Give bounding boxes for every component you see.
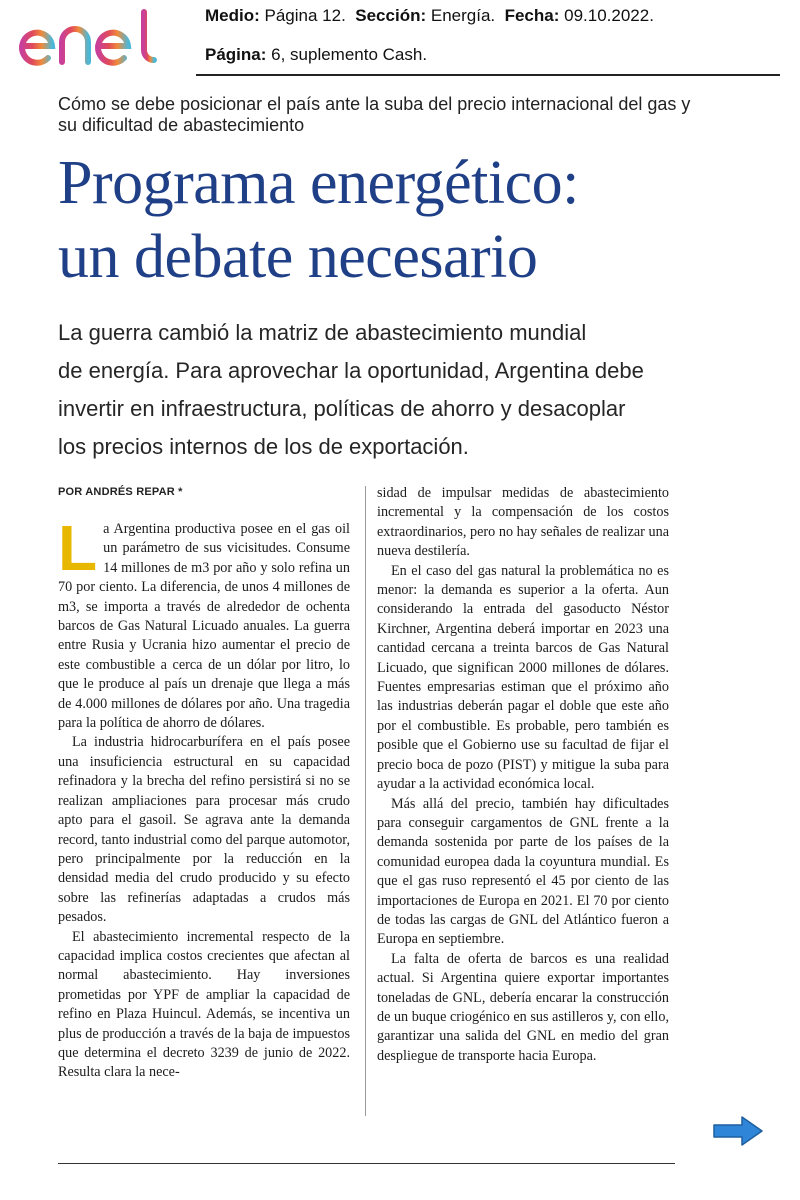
article-byline: POR ANDRÉS REPAR * (58, 486, 183, 498)
paragraph: Más allá del precio, también hay dificultades para conseguir cargamentos de GNL frente a la demanda sostenida por parte de los países de la comunidad europea dada la coyuntura mundial. Es que el gas ruso representó el 45 por ciento de las importaciones de Europa en 2021. El 70 por ciento de todas las cargas de GNL del Atlántico fueron a Europa en septiembre. (377, 795, 669, 948)
enel-logo (14, 6, 174, 70)
paragraph: sidad de impulsar medidas de abastecimiento incremental y la compensación de los costos extraordinarios, pero no hay señales de realizar una nueva destilería. (377, 485, 669, 560)
column-divider (365, 486, 366, 1116)
document-header (0, 0, 800, 80)
fecha-label: Fecha: (504, 6, 560, 25)
medio-value: Página 12. (264, 6, 346, 25)
arrow-right-icon[interactable] (712, 1114, 764, 1148)
meta-line-pagina (205, 45, 427, 65)
paragraph: La industria hidrocarburífera en el país posee una insuficiencia estructural en su capacidad refinadora y la brecha del refino persistirá si no se realizan ampliaciones para procesar más crudo apto para el gasoil. Se agrava ante la demanda record, tanto industrial como del parque automotor, pero principalmente por la reducción en la densidad media del crudo producido y su efecto sobre las refinerías adaptadas a crudos más pesados. (58, 734, 350, 926)
paragraph: El abastecimiento incremental respecto de la capacidad implica costos crecientes que afectan al normal abastecimiento. Hay inversiones prometidas por YPF de ampliar la capacidad de refino en Plaza Huincul. Además, se incentiva un plus de producción a través de la baja de impuestos que determina el decreto 3239 de junio de 2022. Resulta clara la nece- (58, 928, 350, 1081)
article-dek (58, 314, 698, 466)
dek-line-2: de energía. Para aprovechar la oportunidad, Argentina debe (58, 358, 644, 383)
header-divider (196, 74, 780, 76)
seccion-value: Energía. (430, 6, 496, 25)
footer-divider (58, 1163, 675, 1164)
pagina-label: Página: (205, 45, 267, 64)
drop-cap: L (58, 512, 98, 584)
paragraph (58, 512, 350, 733)
dek-line-3: invertir en infraestructura, políticas de ahorro y desacoplar (58, 396, 626, 421)
dek-line-4: los precios internos de los de exportación. (58, 434, 469, 459)
paragraph-text: a Argentina productiva posee en el gas oil un parámetro de sus vicisitudes. Consume 14 millones de m3 por año y solo refina un 70 por ciento. La diferencia, de unos 4 millones de m3, se importa a través de alrededor de ochenta barcos de Gas Natural Licuado anuales. La guerra entre Rusia y Ucrania hizo aumentar el precio de este combustible a cerca de un dólar por litro, lo que le produce al país un drenaje que llega a más de 4.000 millones de dólares por año. Una tragedia para la política de ahorro de dólares. (58, 521, 350, 732)
pagina-value: 6, suplemento Cash. (271, 45, 428, 64)
meta-line-medio (205, 6, 654, 26)
headline-line-2: un debate necesario (58, 223, 538, 291)
article-headline (58, 146, 758, 294)
seccion-label: Sección: (355, 6, 427, 25)
medio-label: Medio: (205, 6, 260, 25)
article-column-left (58, 512, 350, 1083)
fecha-value: 09.10.2022. (564, 6, 654, 25)
article-column-right (377, 484, 669, 1066)
headline-line-1: Programa energético: (58, 149, 579, 217)
paragraph: La falta de oferta de barcos es una realidad actual. Si Argentina quiere exportar importantes toneladas de GNL, debería encarar la construcción de un buque criogénico en sus astilleros y, con ello, garantizar una salida del GNL en medio del gran despliegue de transporte hacia Europa. (377, 950, 669, 1064)
paragraph: En el caso del gas natural la problemática no es menor: la demanda es superior a la oferta. Aun considerando la entrada del gasoducto Néstor Kirchner, Argentina deberá importar en 2023 una cantidad cercana a treinta barcos de Gas Natural Licuado, que significan 2000 millones de dólares. Fuentes empresarias estiman que el próximo año las industrias deberán pagar el doble que este año por el combustible. Es probable, pero también es posible que el Gobierno use su facultad de fijar el precio boca de pozo (PIST) y mitigue la suba para ayudar a la actividad económica local. (377, 562, 669, 793)
dek-line-1: La guerra cambió la matriz de abastecimiento mundial (58, 320, 587, 345)
article-kicker: Cómo se debe posicionar el país ante la suba del precio internacional del gas y su dificultad de abastecimiento (58, 94, 691, 135)
